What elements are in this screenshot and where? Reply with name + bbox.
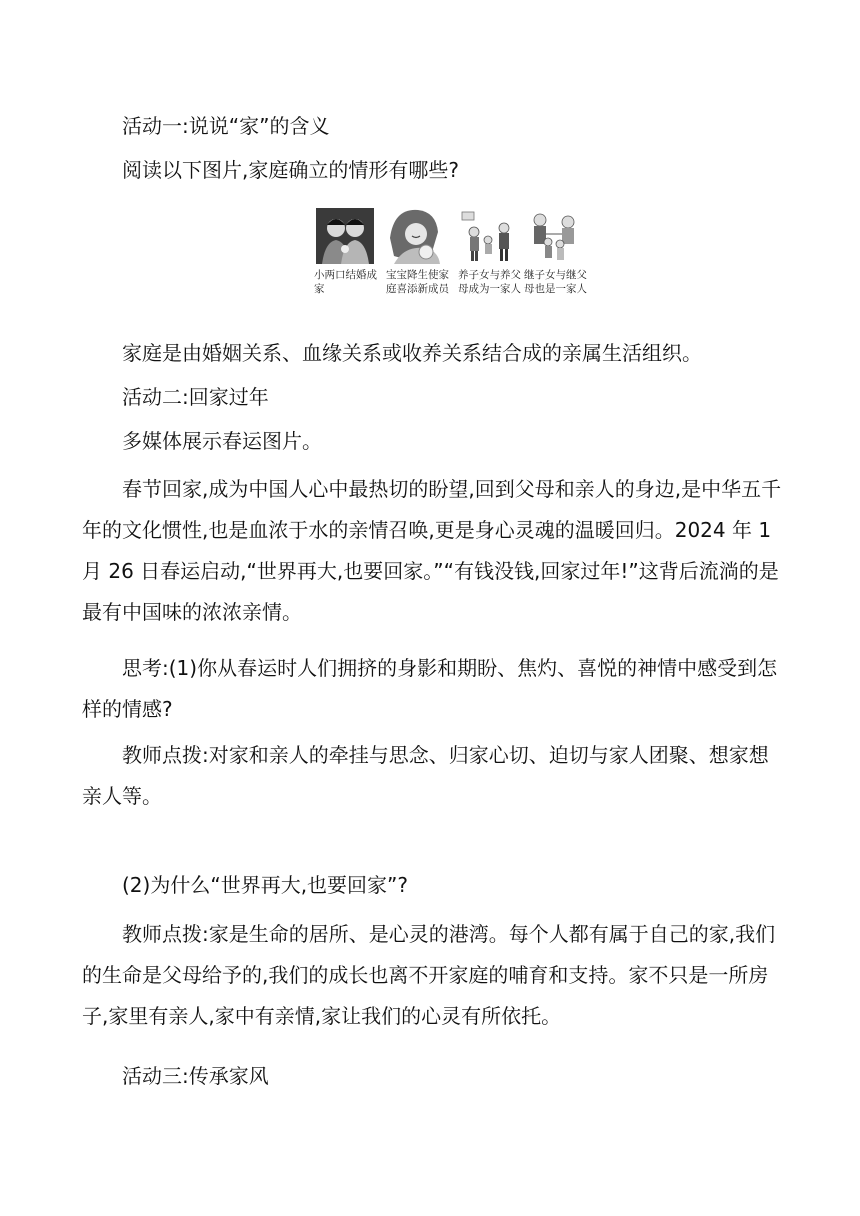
- activity2-paragraph: 春节回家,成为中国人心中最热切的盼望,回到父母和亲人的身边,是中华五千年的文化惯性,也是血浓于水的亲情召唤,更是身心灵魂的温暖回归。2024 年 1 月 26 日春运启动,“世界再大,也要回家。”“有钱没钱,回家过年!”这背后流淌的是最有中国味的浓浓亲情。: [82, 477, 782, 624]
- mother-baby-image: [386, 208, 444, 264]
- activity2-media: 多媒体展示春运图片。: [122, 429, 322, 453]
- activity3-title: 活动三:传承家风: [122, 1064, 269, 1088]
- figure-caption: 小两口结婚成家: [314, 269, 377, 295]
- think-question-2: (2)为什么“世界再大,也要回家”?: [122, 873, 409, 897]
- teacher-guidance-1: 教师点拨:对家和亲人的牵挂与思念、归家心切、迫切与家人团聚、想家想亲人等。: [82, 743, 769, 808]
- activity2-title: 活动二:回家过年: [122, 385, 269, 409]
- teacher-guidance-2: 教师点拨:家是生命的居所、是心灵的港湾。每个人都有属于自己的家,我们的生命是父母给予的,我们的成长也离不开家庭的哺育和支持。家不只是一所房子,家里有亲人,家中有亲情,家让我们的心灵有所依托。: [82, 922, 776, 1028]
- activity1-question: 阅读以下图片,家庭确立的情形有哪些?: [122, 158, 459, 182]
- wedding-couple-image: [316, 208, 374, 264]
- think-question-1: 思考:(1)你从春运时人们拥挤的身影和期盼、焦灼、喜悦的神情中感受到怎样的情感?: [82, 656, 778, 721]
- figure-caption: 宝宝降生使家庭喜添新成员: [386, 269, 449, 295]
- step-family-image: [526, 208, 584, 264]
- family-definition: 家庭是由婚姻关系、血缘关系或收养关系结合成的亲属生活组织。: [122, 341, 702, 365]
- figure-row: [312, 208, 592, 314]
- figure-caption: 继子女与继父母也是一家人: [524, 269, 587, 295]
- activity1-title: 活动一:说说“家”的含义: [122, 114, 330, 138]
- adoption-image: [458, 208, 516, 264]
- figure-caption: 养子女与养父母成为一家人: [458, 269, 521, 295]
